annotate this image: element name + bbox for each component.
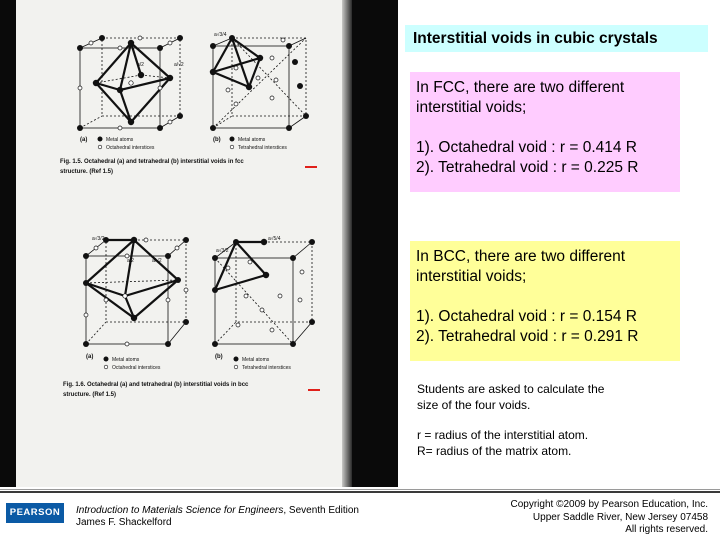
footer-divider-thick <box>0 491 720 493</box>
student-notes <box>417 381 687 459</box>
slide-title: Interstitial voids in cubic crystals <box>405 25 708 52</box>
svg-text:Octahedral interstices: Octahedral interstices <box>112 365 161 371</box>
fcc-octahedral-void: 1). Octahedral void : r = 0.414 R <box>416 139 637 156</box>
bcc-tetrahedral-void: 2). Tetrahedral void : r = 0.291 R <box>416 328 639 345</box>
svg-text:Metal atoms: Metal atoms <box>112 357 140 363</box>
fig-fcc-caption: Fig. 1.5. Octahedral (a) and tetrahedral (b) interstitial voids in fcc <box>60 159 244 165</box>
notes-line4: R= radius of the matrix atom. <box>417 444 572 458</box>
svg-text:a/2: a/2 <box>127 258 134 264</box>
fig-bcc-b-atoms <box>212 239 315 347</box>
svg-text:(b): (b) <box>215 354 223 360</box>
fig-bcc-caption: Fig. 1.6. Octahedral (a) and tetrahedral (b) interstitial voids in bcc <box>63 382 249 388</box>
book-edition: , Seventh Edition <box>283 505 359 516</box>
copyright-line1: Copyright ©2009 by Pearson Education, Inc. <box>510 499 708 510</box>
book-citation <box>76 505 359 529</box>
fig-fcc-tetrahedral <box>213 38 306 128</box>
notes-line3: r = radius of the interstitial atom. <box>417 428 589 442</box>
book-title: Introduction to Materials Science for Engineers <box>76 505 284 516</box>
copyright-notice <box>511 499 709 537</box>
fcc-intro-line1: In FCC, there are two different <box>416 79 625 96</box>
svg-text:Metal atoms: Metal atoms <box>238 137 266 143</box>
fig-bcc-b-interstices <box>226 260 304 332</box>
crystal-structure-figures <box>0 0 398 487</box>
fcc-intro-line2: interstitial voids; <box>416 99 527 116</box>
bcc-octahedral-void: 1). Octahedral void : r = 0.154 R <box>416 308 637 325</box>
fig-bcc-octahedral <box>86 240 186 344</box>
textbook-figure-scan <box>0 0 398 487</box>
copyright-line2: Upper Saddle River, New Jersey 07458 <box>532 511 708 523</box>
svg-text:structure. (Ref 1.5): structure. (Ref 1.5) <box>63 392 117 398</box>
footer-divider <box>0 489 720 490</box>
bcc-intro-line2: interstitial voids; <box>416 268 527 285</box>
svg-text:a/2: a/2 <box>137 62 144 68</box>
notes-line2: size of the four voids. <box>417 398 531 412</box>
svg-text:(a): (a) <box>86 354 94 360</box>
svg-text:Tetrahedral interstices: Tetrahedral interstices <box>242 365 291 371</box>
notes-line1: Students are asked to calculate the <box>417 382 605 396</box>
svg-text:(b): (b) <box>213 137 221 143</box>
svg-text:a/√2: a/√2 <box>152 258 162 264</box>
fig-bcc-legend <box>104 357 292 372</box>
svg-text:structure. (Ref 1.5): structure. (Ref 1.5) <box>60 169 114 175</box>
svg-text:a√3/2: a√3/2 <box>216 248 229 254</box>
svg-text:Metal atoms: Metal atoms <box>106 137 134 143</box>
bcc-intro-line1: In BCC, there are two different <box>416 248 626 265</box>
fcc-red-underline <box>305 166 317 168</box>
fig-fcc-legend <box>98 137 288 152</box>
svg-text:a√3/2: a√3/2 <box>92 236 105 242</box>
fcc-tetrahedral-void: 2). Tetrahedral void : r = 0.225 R <box>416 159 639 176</box>
svg-text:Octahedral interstices: Octahedral interstices <box>106 145 155 151</box>
svg-text:Metal atoms: Metal atoms <box>242 357 270 363</box>
fcc-voids-box <box>410 72 680 192</box>
svg-text:a/√2: a/√2 <box>174 62 184 68</box>
bcc-voids-box <box>410 241 680 361</box>
book-author: James F. Shackelford <box>76 517 172 528</box>
svg-text:a√5/4: a√5/4 <box>268 236 281 242</box>
pearson-logo: PEARSON <box>6 503 64 523</box>
svg-text:Tetrahedral interstices: Tetrahedral interstices <box>238 145 287 151</box>
copyright-line3: All rights reserved. <box>625 524 708 535</box>
fig-bcc-tetrahedral <box>215 242 312 344</box>
svg-text:(a): (a) <box>80 137 88 143</box>
svg-text:a√3/4: a√3/4 <box>214 32 227 38</box>
bcc-red-underline <box>308 389 320 391</box>
